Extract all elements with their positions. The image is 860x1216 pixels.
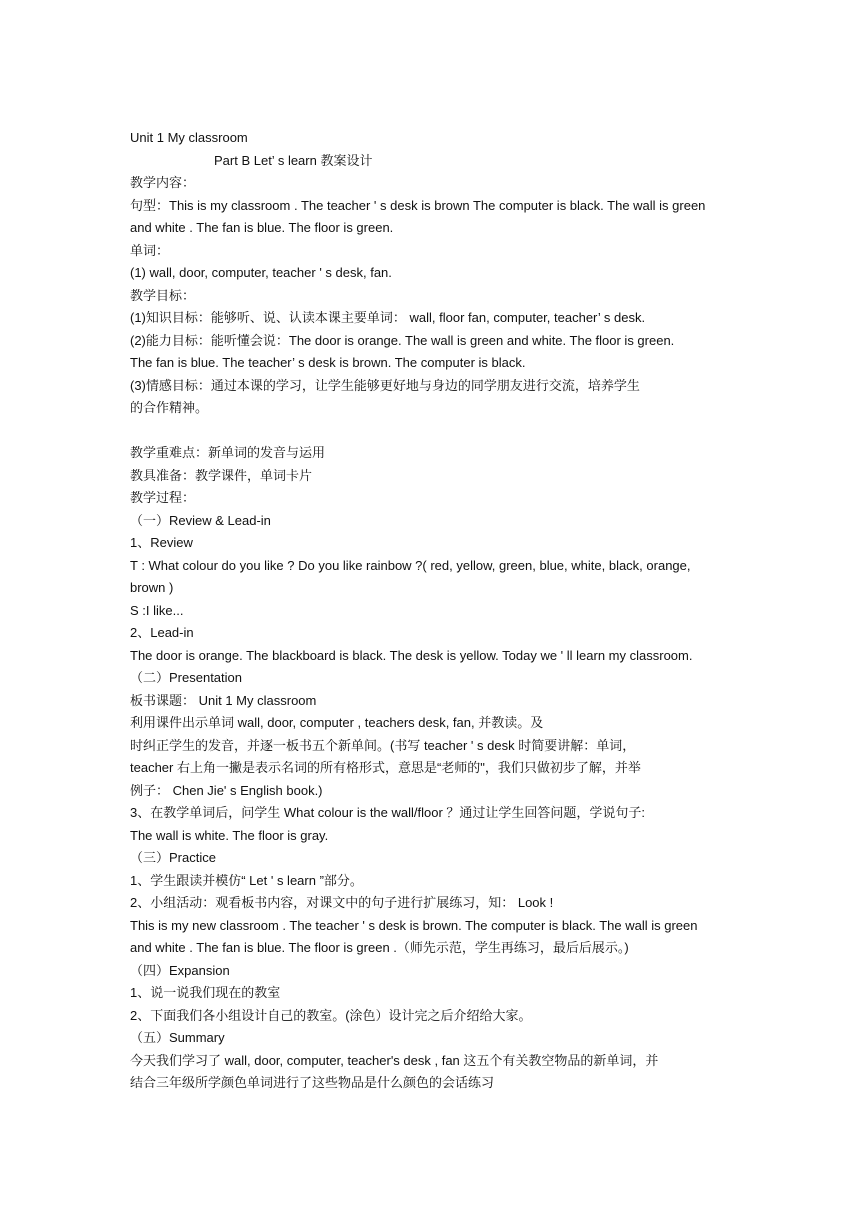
doc-line: (1) wall, door, computer, teacher ' s desk, fan. (130, 265, 392, 280)
doc-line: 3、在教学单词后，问学生 What colour is the wall/floor ？通过让学生回答问题，学说句子: (130, 805, 646, 820)
doc-line: 2、下面我们各小组设计自己的教室。(涂色）设计完之后介绍给大家。 (130, 1007, 532, 1023)
doc-line: The door is orange. The blackboard is black. The desk is yellow. Today we ' ll learn my classroom. (130, 647, 693, 663)
doc-line: 1、说一说我们现在的教室 (130, 985, 281, 1000)
doc-line: 1、Review (130, 535, 193, 550)
doc-line: 教学重难点：新单词的发音与运用 (130, 445, 326, 460)
doc-line: S :I like... (130, 602, 184, 618)
doc-line: （三）Practice (130, 850, 216, 865)
doc-line: brown ) (130, 580, 174, 595)
doc-line: 教学内容： (130, 175, 196, 190)
doc-line: （二）Presentation (130, 670, 242, 685)
doc-line: （一）Review & Lead-in (130, 512, 271, 528)
doc-line: （五）Summary (130, 1030, 225, 1045)
doc-line: 2、Lead-in (130, 625, 194, 640)
doc-line: 1、学生跟读并模仿“ Let ' s learn ”部分。 (130, 872, 363, 888)
doc-line: 板书课题： Unit 1 My classroom (130, 692, 317, 708)
doc-line: T : What colour do you like ? Do you like rainbow ?( red, yellow, green, blue, white, black, orange, (130, 557, 691, 573)
doc-line: (1)知识目标：能够听、说、认读本课主要单词： wall, floor fan, computer, teacher’ s desk. (130, 310, 646, 325)
doc-line: and white . The fan is blue. The floor is green. (130, 220, 394, 235)
document-body (130, 127, 735, 1095)
doc-line: 时纠正学生的发音，并逐一板书五个新单间。(书写 teacher ' s desk 时简要讲解：单词， (130, 737, 636, 753)
doc-line: (3)情感目标：通过本课的学习，让学生能够更好地与身边的同学朋友进行交流，培养学生 (130, 377, 640, 393)
doc-line: and white . The fan is blue. The floor is green .（师先示范，学生再练习，最后后展示。) (130, 940, 629, 955)
doc-line: 利用课件出示单词 wall, door, computer , teachers desk, fan, 并教读。及 (130, 715, 544, 730)
doc-line: 例子： Chen Jie' s English book.) (130, 782, 323, 798)
doc-line-subtitle: Part B Let’ s learn 教案设计 (214, 152, 373, 168)
doc-line: 教具准备：教学课件，单词卡片 (130, 467, 313, 483)
doc-blank-line (130, 420, 735, 443)
doc-line: 教学过程： (130, 490, 196, 505)
doc-line: The fan is blue. The teacher’ s desk is brown. The computer is black. (130, 355, 526, 370)
doc-line: 句型：This is my classroom . The teacher ' s desk is brown The computer is black. The wall is green (130, 197, 706, 213)
doc-line: 今天我们学习了 wall, door, computer, teacher's desk , fan 这五个有关教空物品的新单词，并 (130, 1052, 659, 1068)
doc-line: 结合三年级所学颜色单词进行了这些物品是什么颜色的会话练习 (130, 1075, 495, 1090)
doc-line: 单词： (130, 242, 170, 258)
doc-line-title: Unit 1 My classroom (130, 130, 248, 145)
doc-line: This is my new classroom . The teacher ' s desk is brown. The computer is black. The wall is green (130, 917, 698, 933)
doc-line: teacher 右上角一撇是表示名词的所有格形式，意思是“老师的"，我们只做初步了解，并举 (130, 760, 641, 775)
doc-line: 教学目标： (130, 287, 196, 303)
doc-line: 的合作精神。 (130, 400, 209, 415)
doc-line: The wall is white. The floor is gray. (130, 827, 329, 843)
doc-line: (2)能力目标：能听懂会说：The door is orange. The wall is green and white. The floor is green. (130, 332, 675, 348)
doc-line: 2、小组活动：观看板书内容，对课文中的句子进行扩展练习，知： Look ! (130, 895, 554, 910)
doc-line: （四）Expansion (130, 962, 230, 978)
